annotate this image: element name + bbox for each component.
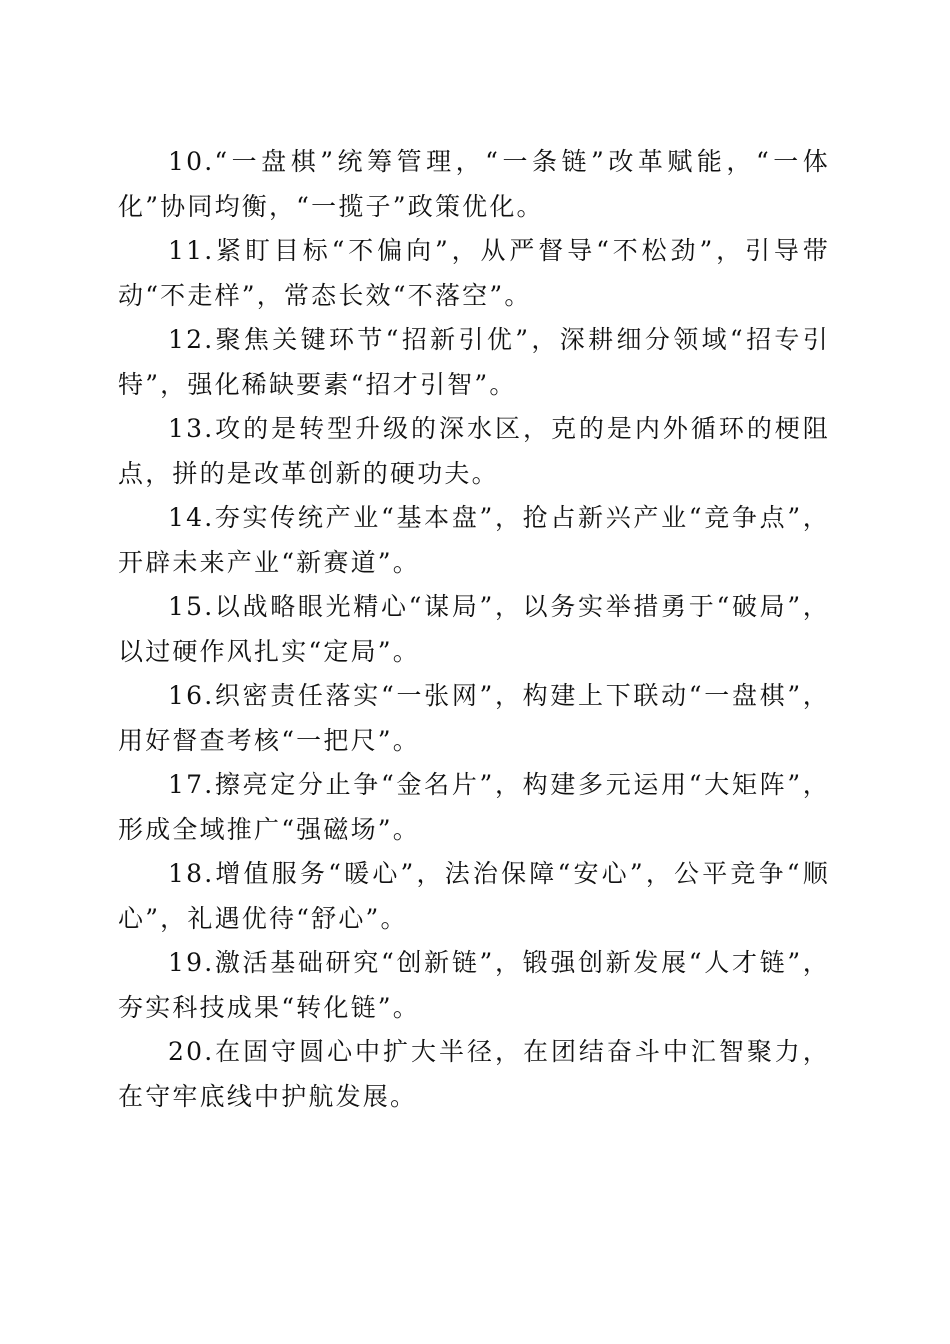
paragraph-13: 13.攻的是转型升级的深水区，克的是内外循环的梗阻点，拼的是改革创新的硬功夫。 (118, 414, 830, 488)
paragraph-10: 10.“一盘棋”统筹管理，“一条链”改革赋能，“一体化”协同均衡，“一揽子”政策优化。 (118, 147, 830, 221)
paragraph-19: 19.激活基础研究“创新链”，锻强创新发展“人才链”，夯实科技成果“转化链”。 (118, 948, 830, 1022)
document-body (118, 140, 830, 1119)
paragraph-15: 15.以战略眼光精心“谋局”，以务实举措勇于“破局”，以过硬作风扎实“定局”。 (118, 592, 830, 666)
paragraph-18: 18.增值服务“暖心”，法治保障“安心”，公平竞争“顺心”，礼遇优待“舒心”。 (118, 859, 830, 933)
paragraph-11: 11.紧盯目标“不偏向”，从严督导“不松劲”，引导带动“不走样”，常态长效“不落空”。 (118, 236, 830, 310)
paragraph-16: 16.织密责任落实“一张网”，构建上下联动“一盘棋”，用好督查考核“一把尺”。 (118, 681, 830, 755)
paragraph-14: 14.夯实传统产业“基本盘”，抢占新兴产业“竞争点”，开辟未来产业“新赛道”。 (118, 503, 830, 577)
paragraph-20: 20.在固守圆心中扩大半径，在团结奋斗中汇智聚力，在守牢底线中护航发展。 (118, 1037, 830, 1111)
paragraph-17: 17.擦亮定分止争“金名片”，构建多元运用“大矩阵”，形成全域推广“强磁场”。 (118, 770, 830, 844)
paragraph-12: 12.聚焦关键环节“招新引优”，深耕细分领域“招专引特”，强化稀缺要素“招才引智”。 (118, 325, 830, 399)
